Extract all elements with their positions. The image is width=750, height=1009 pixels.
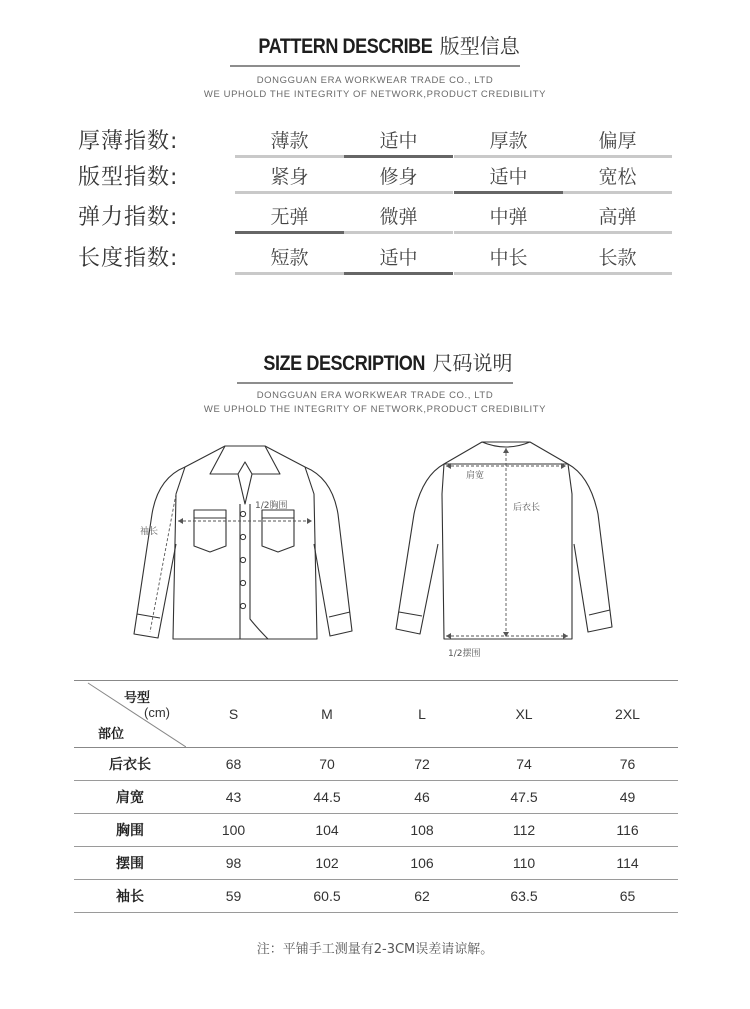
size-header-cell: L [373,681,471,748]
pattern-option-bar [344,191,453,194]
table-row [74,748,678,781]
pattern-company: DONGGUAN ERA WORKWEAR TRADE CO., LTD [256,75,494,86]
pattern-option-bar [235,191,344,194]
table-cell: 76 [577,748,678,781]
shirt-back-diagram [392,434,622,662]
table-cell: 98 [186,847,281,880]
measurement-note: 注：平铺手工测量有2-3CM误差请谅解。 [256,942,494,957]
table-cell: 60.5 [281,880,373,913]
pattern-option-bar [454,231,563,234]
pattern-section-title [0,30,750,67]
table-cell: 74 [471,748,577,781]
table-cell: 116 [577,814,678,847]
size-table [74,680,678,913]
corner-size-label: 号型 [124,691,151,706]
size-slogan: WE UPHOLD THE INTEGRITY OF NETWORK,PRODUCT CREDIBILITY [203,404,547,415]
table-cell: 65 [577,880,678,913]
pattern-option-bar [563,155,672,158]
size-header-cell: M [281,681,373,748]
back-length-label: 后衣长 [513,503,541,513]
pattern-option-bar-selected [344,155,453,158]
shirt-front-diagram [130,434,360,654]
pattern-option: 适中 [489,166,528,188]
pattern-option: 中弹 [489,206,528,228]
table-cell: 108 [373,814,471,847]
table-row [74,847,678,880]
table-cell: 102 [281,847,373,880]
hem-label: 1/2摆围 [448,649,481,659]
pattern-title-cn: 版型信息 [439,34,520,58]
table-cell: 44.5 [281,781,373,814]
chest-label: 1/2胸围 [255,501,288,511]
pattern-option: 高弹 [598,206,637,228]
pattern-option-bar [454,155,563,158]
size-table-header [74,681,678,748]
table-cell: 112 [471,814,577,847]
table-cell: 63.5 [471,880,577,913]
pattern-option: 微弹 [379,206,418,228]
table-cell: 100 [186,814,281,847]
pattern-row [78,241,678,275]
pattern-option-bar [235,272,344,275]
pattern-title-en: PATTERN DESCRIBE [258,35,433,58]
pattern-option-bar-selected [454,191,563,194]
pattern-slogan: WE UPHOLD THE INTEGRITY OF NETWORK,PRODUCT CREDIBILITY [203,89,547,100]
row-label: 胸围 [74,814,186,847]
table-row [74,880,678,913]
table-cell: 104 [281,814,373,847]
pattern-option-bar [563,272,672,275]
pattern-option: 长款 [598,247,637,269]
pattern-option-bar [563,191,672,194]
row-label: 摆围 [74,847,186,880]
table-cell: 114 [577,847,678,880]
shoulder-label: 肩宽 [466,471,485,481]
size-company: DONGGUAN ERA WORKWEAR TRADE CO., LTD [256,390,494,401]
pattern-option: 适中 [379,247,418,269]
table-cell: 43 [186,781,281,814]
pattern-option: 厚款 [489,130,528,152]
pattern-option: 修身 [379,166,418,188]
pattern-option: 偏厚 [598,130,637,152]
row-label: 肩宽 [74,781,186,814]
pattern-option: 短款 [270,247,309,269]
table-cell: 68 [186,748,281,781]
pattern-option: 中长 [489,247,528,269]
table-cell: 70 [281,748,373,781]
pattern-row [78,160,678,194]
table-cell: 59 [186,880,281,913]
size-header-cell: 2XL [577,681,678,748]
pattern-option: 紧身 [270,166,309,188]
size-title-cn: 尺码说明 [432,351,513,375]
table-cell: 110 [471,847,577,880]
pattern-option-bar-selected [344,272,453,275]
table-cell: 106 [373,847,471,880]
pattern-row-label: 版型指数: [78,165,179,190]
pattern-option: 无弹 [270,206,309,228]
size-table-corner [74,681,186,748]
corner-unit-label: (cm) [144,705,170,720]
corner-part-label: 部位 [98,727,125,742]
pattern-option: 薄款 [270,130,309,152]
size-section-title [0,347,750,384]
pattern-row-label: 长度指数: [78,246,179,271]
table-cell: 72 [373,748,471,781]
sleeve-label: 袖长 [140,527,159,537]
table-cell: 62 [373,880,471,913]
pattern-row [78,124,678,158]
row-label: 袖长 [74,880,186,913]
pattern-option: 适中 [379,130,418,152]
table-row [74,814,678,847]
pattern-option-bar [563,231,672,234]
pattern-option: 宽松 [598,166,637,188]
pattern-option-bar-selected [235,231,344,234]
table-cell: 47.5 [471,781,577,814]
pattern-row-label: 弹力指数: [78,205,179,230]
size-header-cell: S [186,681,281,748]
size-title-en: SIZE DESCRIPTION [263,352,426,375]
pattern-row-label: 厚薄指数: [78,129,179,154]
table-cell: 49 [577,781,678,814]
pattern-option-bar [454,272,563,275]
row-label: 后衣长 [74,748,186,781]
pattern-option-bar [235,155,344,158]
pattern-row [78,200,678,234]
pattern-option-bar [344,231,453,234]
table-cell: 46 [373,781,471,814]
table-row [74,781,678,814]
size-header-cell: XL [471,681,577,748]
